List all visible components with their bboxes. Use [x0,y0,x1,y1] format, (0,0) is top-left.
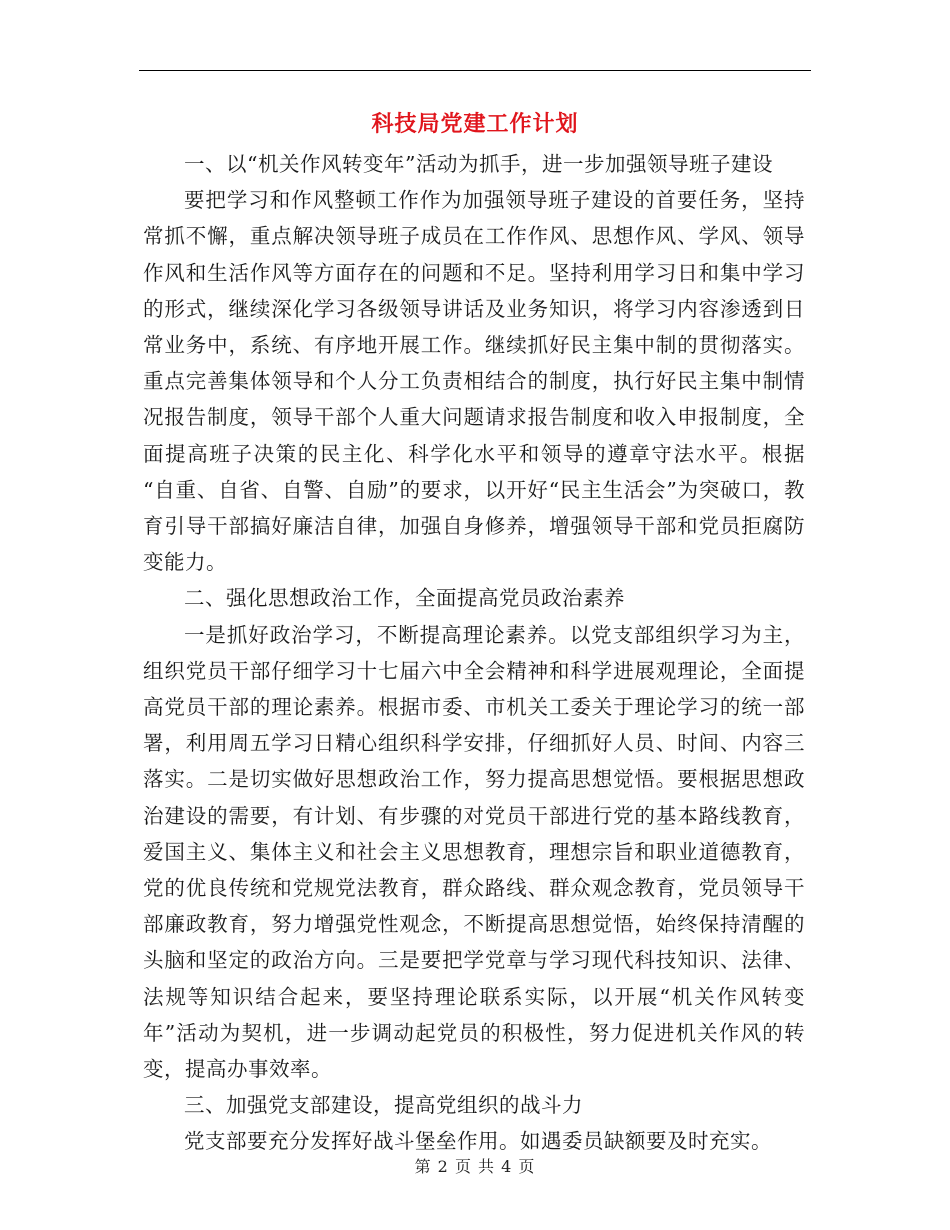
body-paragraph-2: 一是抓好政治学习，不断提高理论素养。以党支部组织学习为主，组织党员干部仔细学习十七届六中全会精神和科学进展观理论，全面提高党员干部的理论素养。根据市委、市机关工委关于理论学习的统一部署，利用周五学习日精心组织科学安排，仔细抓好人员、时间、内容三落实。二是切实做好思想政治工作，努力提高思想觉悟。要根据思想政治建设的需要，有计划、有步骤的对党员干部进行党的基本路线教育，爱国主义、集体主义和社会主义思想教育，理想宗旨和职业道德教育，党的优良传统和党规党法教育，群众路线、群众观念教育，党员领导干部廉政教育，努力增强党性观念，不断提高思想觉悟，始终保持清醒的头脑和坚定的政治方向。三是要把学党章与学习现代科技知识、法律、法规等知识结合起来，要坚持理论联系实际，以开展“机关作风转变年”活动为契机，进一步调动起党员的积极性，努力促进机关作风的转变，提高办事效率。 [143,622,805,1082]
body-paragraph-3: 党支部要充分发挥好战斗堡垒作用。如遇委员缺额要及时充实。 [184,1129,772,1154]
section-heading-2: 二、强化思想政治工作，全面提高党员政治素养 [184,586,625,611]
page-number-footer: 第 2 页 共 4 页 [414,1157,536,1176]
section-heading-3: 三、加强党支部建设，提高党组织的战斗力 [184,1093,583,1118]
body-paragraph-1: 要把学习和作风整顿工作作为加强领导班子建设的首要任务，坚持常抓不懈，重点解决领导班子成员在工作作风、思想作风、学风、领导作风和生活作风等方面存在的问题和不足。坚持利用学习日和集中学习的形式，继续深化学习各级领导讲话及业务知识，将学习内容渗透到日常业务中，系统、有序地开展工作。继续抓好民主集中制的贯彻落实。重点完善集体领导和个人分工负责相结合的制度，执行好民主集中制情况报告制度，领导干部个人重大问题请求报告制度和收入申报制度，全面提高班子决策的民主化、科学化水平和领导的遵章守法水平。根据 “自重、自省、自警、自励”的要求，以开好“民主生活会”为突破口，教育引导干部搞好廉洁自律，加强自身修养，增强领导干部和党员拒腐防变能力。 [143,188,805,575]
section-heading-1: 一、以“机关作风转变年”活动为抓手，进一步加强领导班子建设 [184,152,773,176]
header-rule [139,70,811,71]
document-title: 科技局党建工作计划 [371,111,579,137]
document-body [143,146,805,1160]
